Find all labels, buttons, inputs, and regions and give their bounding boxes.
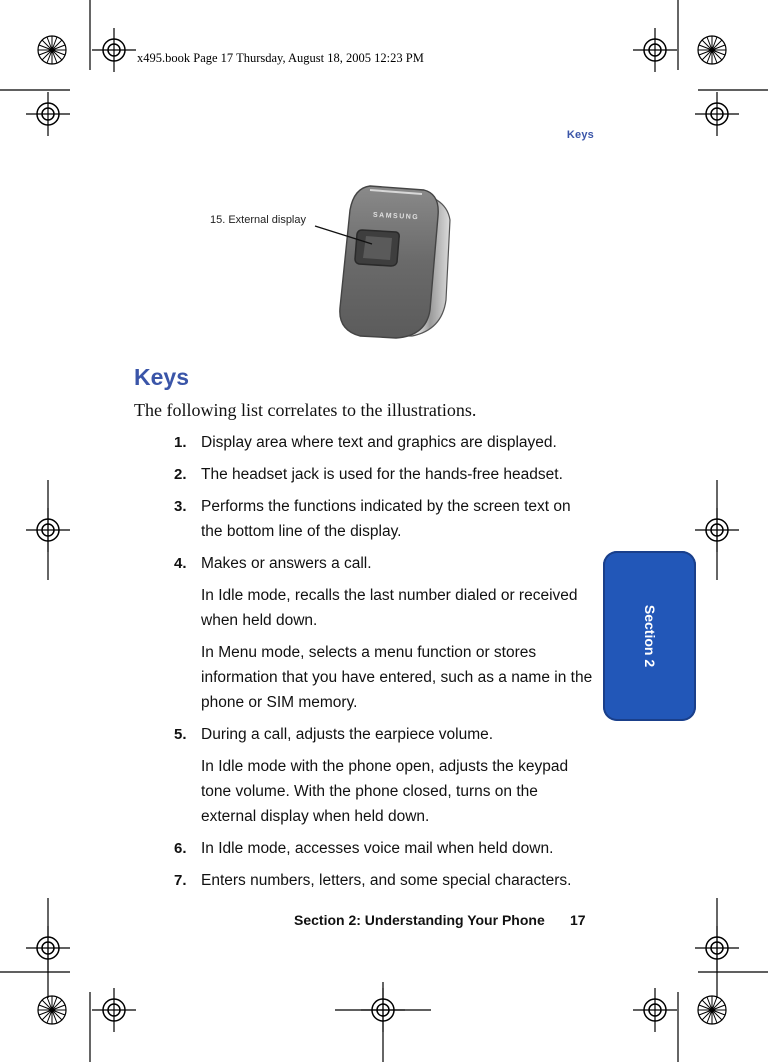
item-text: Display area where text and graphics are displayed. — [201, 434, 557, 451]
item-text: In Menu mode, selects a menu function or stores information that you have entered, such as a name in the phone or SIM memory. — [201, 644, 593, 711]
page-number: 17 — [570, 912, 586, 928]
list-item — [174, 836, 594, 861]
print-info-line: x495.book Page 17 Thursday, August 18, 2005 12:23 PM — [137, 51, 424, 65]
item-number: 1. — [174, 434, 187, 451]
key-list — [174, 430, 594, 900]
item-text: In Idle mode, recalls the last number dialed or received when held down. — [201, 587, 578, 629]
list-item — [174, 462, 594, 487]
brand-logo: SAMSUNG — [372, 211, 420, 222]
item-number: 2. — [174, 466, 187, 483]
item-text: In Idle mode, accesses voice mail when held down. — [201, 840, 554, 857]
page-title: Keys — [134, 364, 189, 390]
item-text: Enters numbers, letters, and some special characters. — [201, 872, 572, 889]
phone-illustration — [200, 180, 460, 345]
list-item — [174, 430, 594, 455]
intro-text: The following list correlates to the illustrations. — [134, 400, 477, 420]
list-item — [174, 551, 594, 715]
list-item — [174, 722, 594, 829]
item-number: 5. — [174, 726, 187, 743]
section-tab-label: Section 2 — [641, 604, 658, 668]
footer-section-title: Section 2: Understanding Your Phone — [294, 912, 545, 928]
callout-external-display: 15. External display — [210, 214, 306, 226]
list-item — [174, 868, 594, 893]
item-text: Performs the functions indicated by the screen text on the bottom line of the display. — [201, 498, 571, 540]
item-text: Makes or answers a call. — [201, 555, 372, 572]
section-tab — [603, 551, 696, 721]
item-number: 4. — [174, 555, 187, 572]
list-item — [174, 494, 594, 544]
item-number: 3. — [174, 498, 187, 515]
item-text: The headset jack is used for the hands-free headset. — [201, 466, 563, 483]
running-header: Keys — [566, 129, 594, 141]
item-text: In Idle mode with the phone open, adjusts the keypad tone volume. With the phone closed, turns on the external display when held down. — [201, 758, 569, 825]
item-text: During a call, adjusts the earpiece volume. — [201, 726, 494, 743]
item-number: 6. — [174, 840, 187, 857]
item-number: 7. — [174, 872, 187, 889]
